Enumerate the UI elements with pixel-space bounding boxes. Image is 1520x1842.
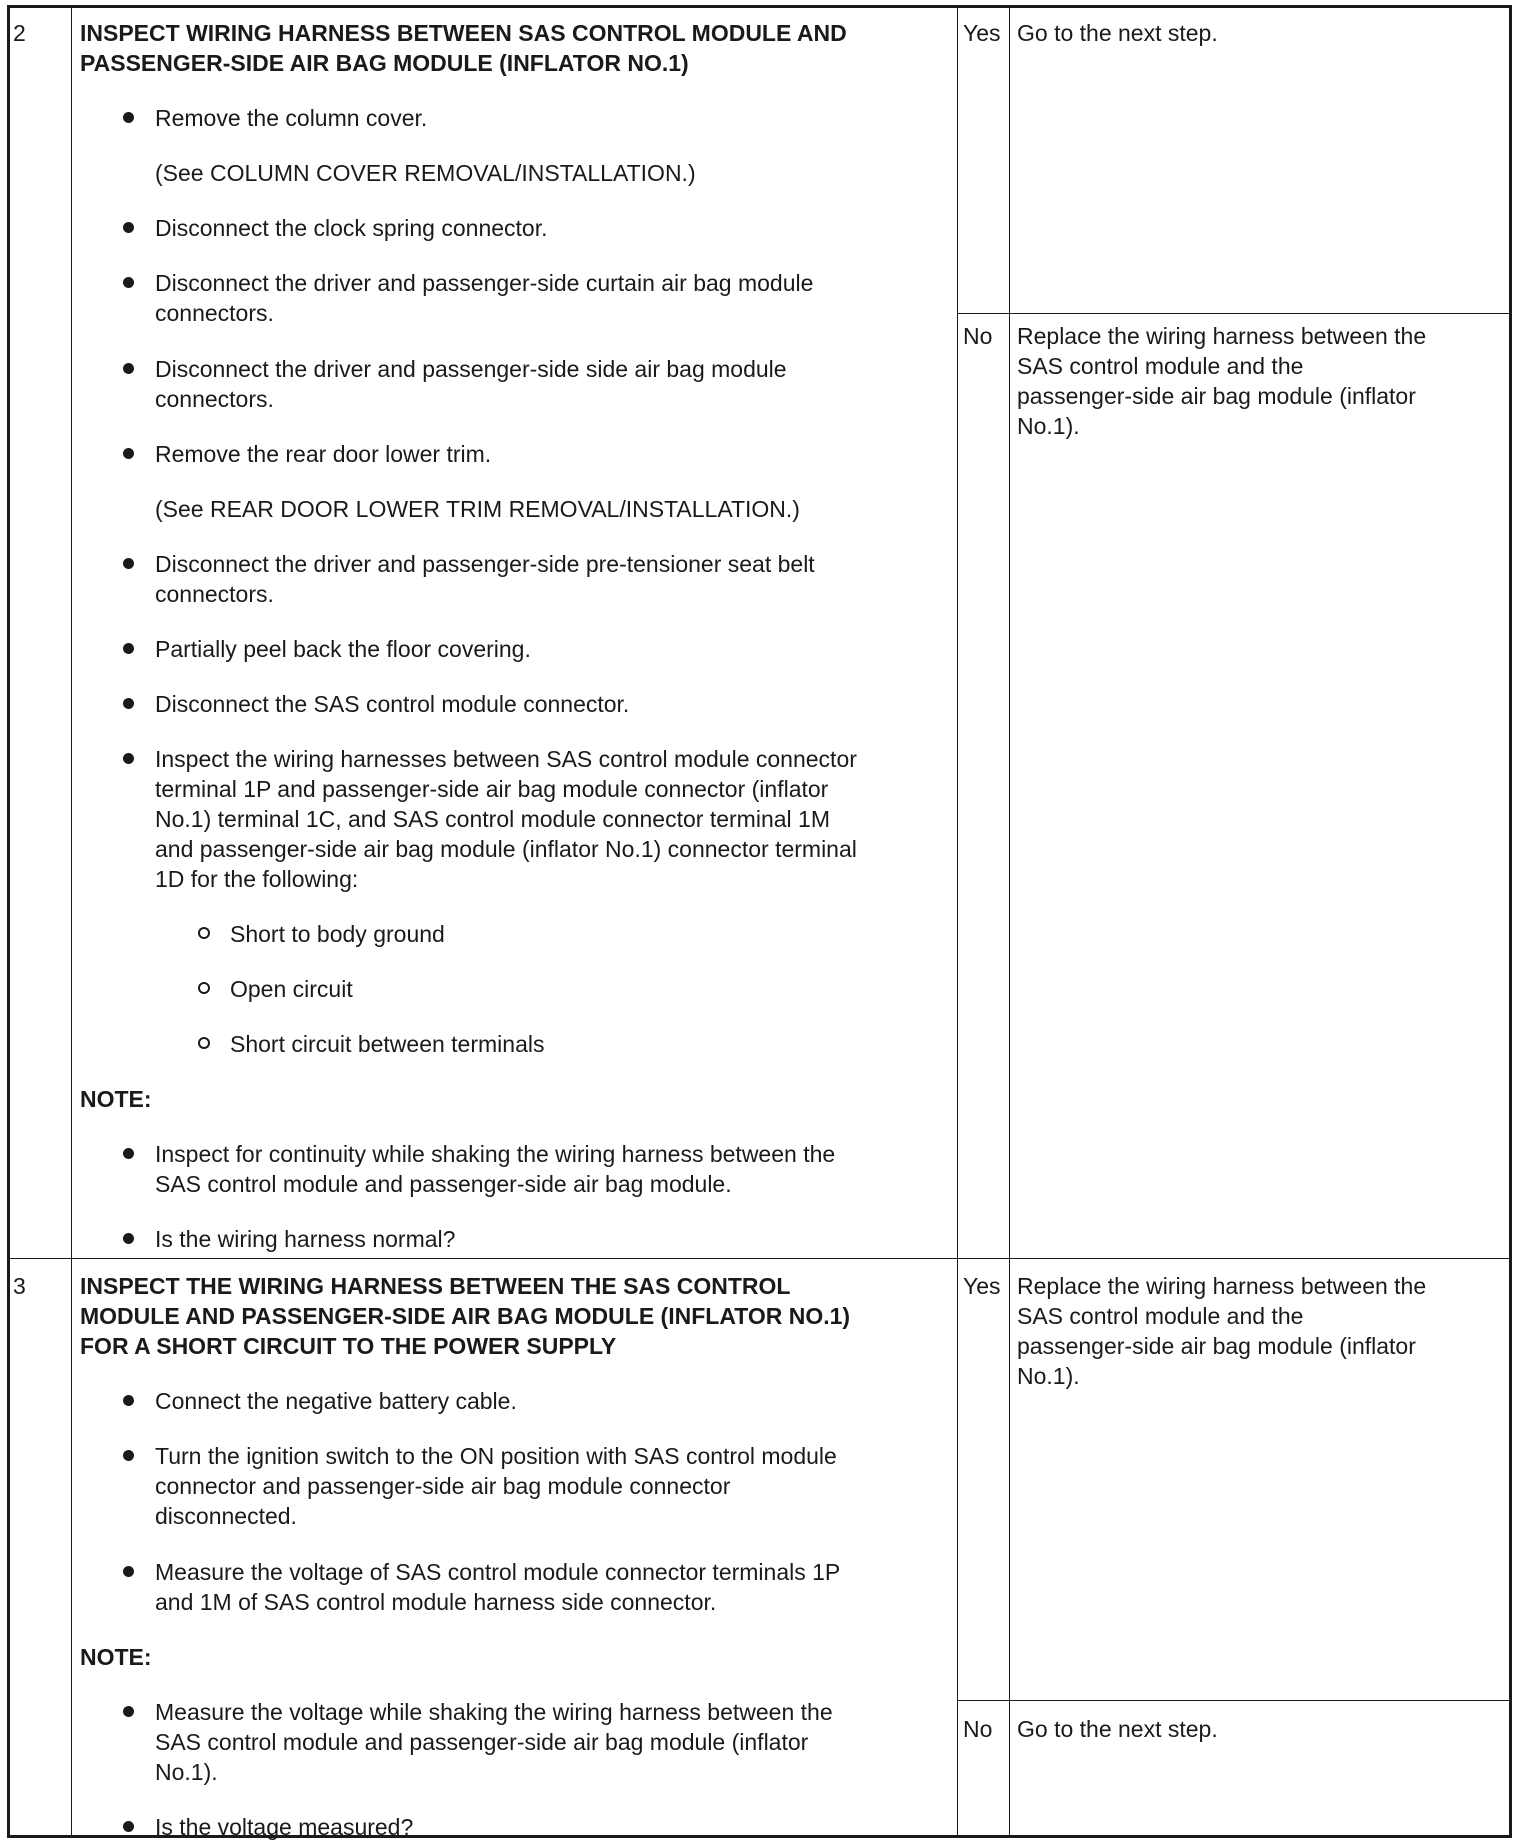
bullet-icon [123,698,134,709]
sub-item: Short to body ground [230,921,445,947]
instruction-line: Measure the voltage of SAS control module connector terminals 1P [155,1559,841,1585]
result-divider [957,313,1509,314]
step-title-line: PASSENGER-SIDE AIR BAG MODULE (INFLATOR NO.1) [80,50,689,76]
troubleshooting-table [7,5,1512,1838]
bullet-icon [123,643,134,654]
result-action: passenger-side air bag module (inflator [1017,1333,1416,1359]
step-title-line: FOR A SHORT CIRCUIT TO THE POWER SUPPLY [80,1333,617,1359]
note-label: NOTE: [80,1086,152,1112]
instruction-line: Remove the rear door lower trim. [155,441,492,467]
bullet-icon [123,1395,134,1406]
bullet-icon [123,753,134,764]
result-action: Replace the wiring harness between the [1017,1273,1427,1299]
note-label: NOTE: [80,1644,152,1670]
bullet-icon [123,222,134,233]
instruction-line: Remove the column cover. [155,105,428,131]
bullet-icon [123,277,134,288]
bullet-icon [123,1450,134,1461]
note-line: SAS control module and passenger-side air bag module (inflator [155,1729,809,1755]
step-number: 2 [13,20,26,46]
result-answer: Yes [963,20,1001,46]
note-line: Inspect for continuity while shaking the wiring harness between the [155,1141,836,1167]
circle-bullet-icon [198,1037,210,1049]
column-divider [1009,8,1010,1835]
instruction-line: disconnected. [155,1503,297,1529]
result-answer: No [963,323,993,349]
result-action: No.1). [1017,1363,1080,1389]
result-action: Go to the next step. [1017,1716,1218,1742]
instruction-line: Turn the ignition switch to the ON position with SAS control module [155,1443,837,1469]
instruction-line: Disconnect the SAS control module connector. [155,691,630,717]
bullet-icon [123,1706,134,1717]
bullet-icon [123,1148,134,1159]
result-action: No.1). [1017,413,1080,439]
step-title-line: MODULE AND PASSENGER-SIDE AIR BAG MODULE (INFLATOR NO.1) [80,1303,851,1329]
instruction-line: and passenger-side air bag module (inflator No.1) connector terminal [155,836,857,862]
instruction-line: Disconnect the clock spring connector. [155,215,548,241]
result-answer: Yes [963,1273,1001,1299]
bullet-icon [123,558,134,569]
bullet-icon [123,112,134,123]
instruction-line: No.1) terminal 1C, and SAS control module connector terminal 1M [155,806,830,832]
instruction-line: and 1M of SAS control module harness side connector. [155,1589,717,1615]
row-divider [10,1258,1509,1259]
reference-note: (See COLUMN COVER REMOVAL/INSTALLATION.) [155,160,696,186]
instruction-line: Partially peel back the floor covering. [155,636,531,662]
instruction-line: connector and passenger-side air bag module connector [155,1473,731,1499]
step-number: 3 [13,1273,26,1299]
instruction-line: Connect the negative battery cable. [155,1388,517,1414]
bullet-icon [123,1233,134,1244]
instruction-line: Inspect the wiring harnesses between SAS control module connector [155,746,857,772]
step-title-line: INSPECT THE WIRING HARNESS BETWEEN THE SAS CONTROL [80,1273,791,1299]
bullet-icon [123,1821,134,1832]
instruction-line: connectors. [155,581,274,607]
column-divider [71,8,72,1835]
circle-bullet-icon [198,982,210,994]
reference-note: (See REAR DOOR LOWER TRIM REMOVAL/INSTALLATION.) [155,496,800,522]
result-action: Replace the wiring harness between the [1017,323,1427,349]
note-line: SAS control module and passenger-side air bag module. [155,1171,732,1197]
question-line: Is the wiring harness normal? [155,1226,456,1252]
sub-item: Open circuit [230,976,353,1002]
instruction-line: 1D for the following: [155,866,359,892]
note-line: No.1). [155,1759,218,1785]
instruction-line: Disconnect the driver and passenger-side side air bag module [155,356,787,382]
note-line: Measure the voltage while shaking the wiring harness between the [155,1699,833,1725]
instruction-line: Disconnect the driver and passenger-side pre-tensioner seat belt [155,551,815,577]
instruction-line: Disconnect the driver and passenger-side curtain air bag module [155,270,814,296]
sub-item: Short circuit between terminals [230,1031,545,1057]
column-divider [957,8,958,1835]
bullet-icon [123,1566,134,1577]
step-title-line: INSPECT WIRING HARNESS BETWEEN SAS CONTROL MODULE AND [80,20,847,46]
question-line: Is the voltage measured? [155,1814,414,1840]
instruction-line: connectors. [155,300,274,326]
bullet-icon [123,363,134,374]
result-action: passenger-side air bag module (inflator [1017,383,1416,409]
instruction-line: terminal 1P and passenger-side air bag module connector (inflator [155,776,829,802]
circle-bullet-icon [198,927,210,939]
bullet-icon [123,448,134,459]
result-action: Go to the next step. [1017,20,1218,46]
result-action: SAS control module and the [1017,1303,1304,1329]
result-answer: No [963,1716,993,1742]
instruction-line: connectors. [155,386,274,412]
result-divider [957,1700,1509,1701]
result-action: SAS control module and the [1017,353,1304,379]
